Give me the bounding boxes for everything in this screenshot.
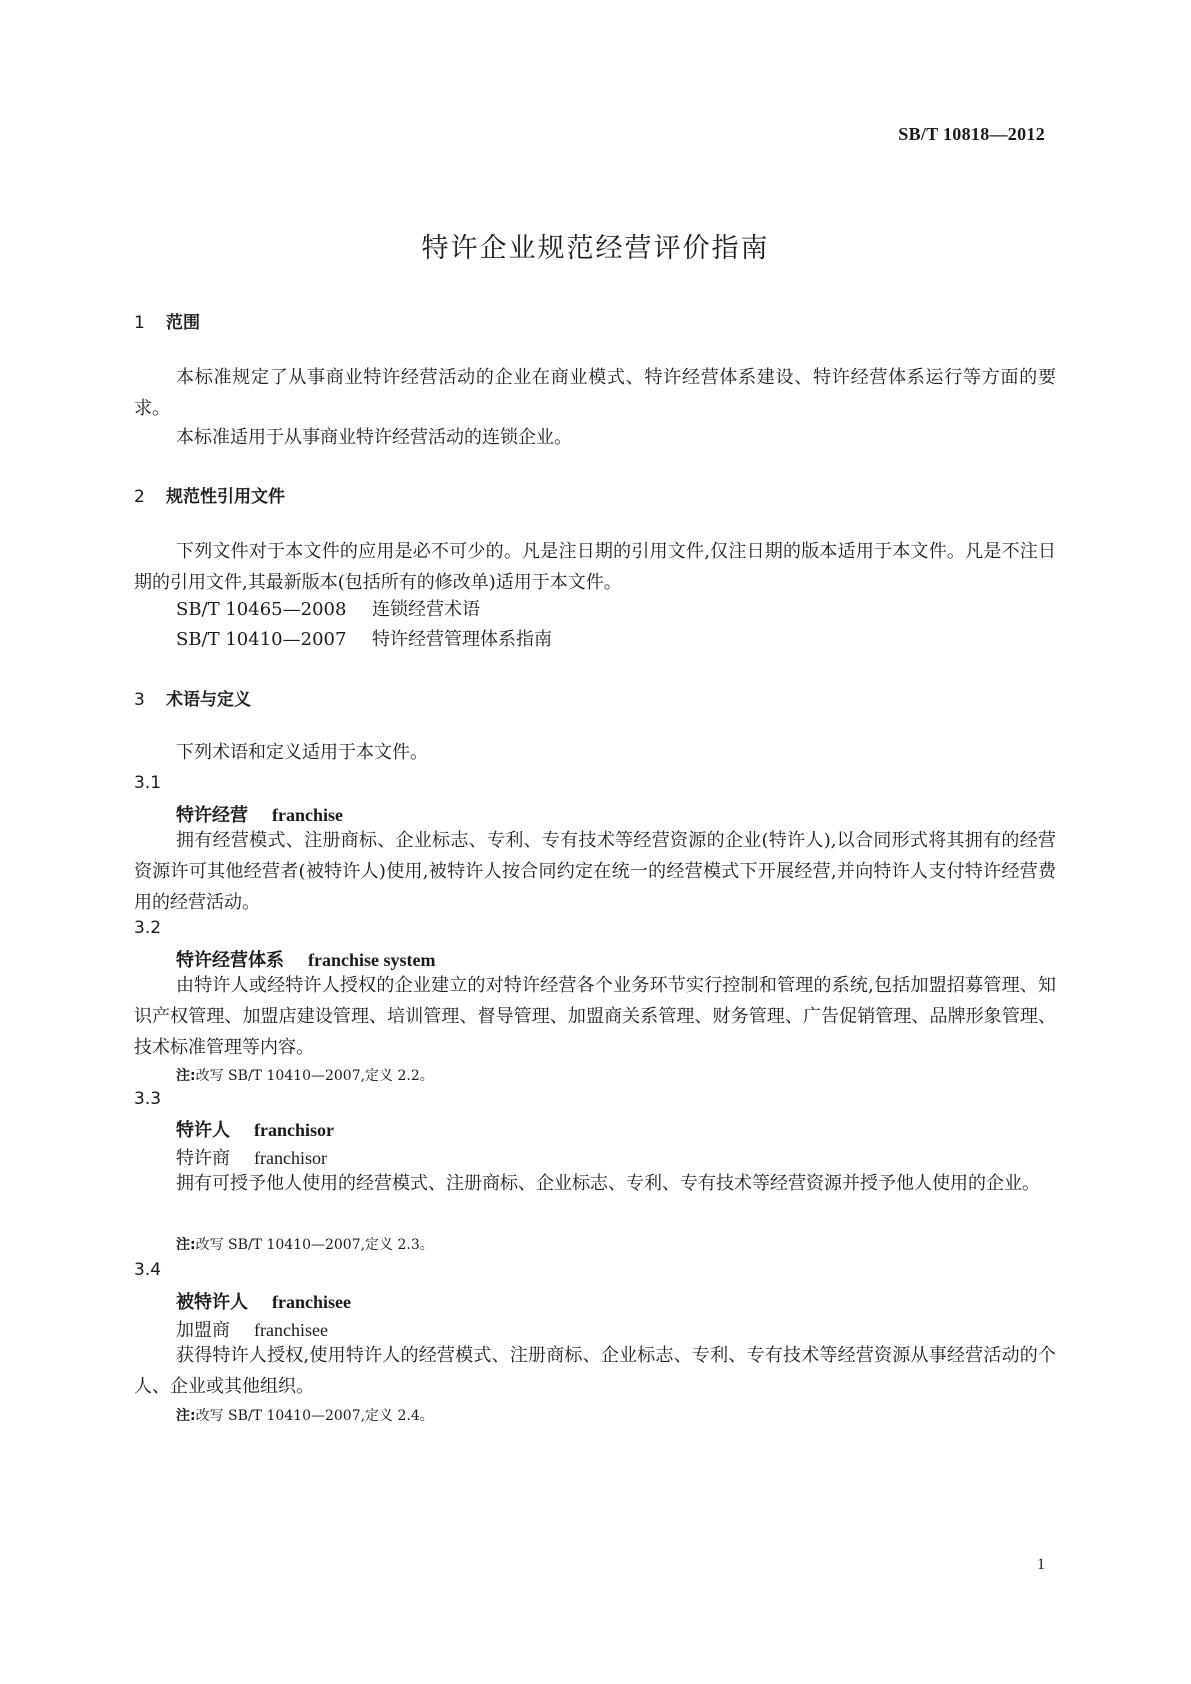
term-en: franchisor [254, 1120, 334, 1140]
reference-item [176, 624, 552, 655]
term-synonym [176, 1316, 328, 1342]
references-paragraph: 下列文件对于本文件的应用是必不可少的。凡是注日期的引用文件,仅注日期的版本适用于本文件。凡是不注日期的引用文件,其最新版本(包括所有的修改单)适用于本文件。 [134, 541, 1056, 593]
reference-code: SB/T 10465—2008 [176, 599, 347, 620]
term-zh: 特许人 [176, 1120, 230, 1141]
term-synonym [176, 1144, 327, 1170]
term-number: 3.2 [134, 918, 162, 938]
term-number: 3.4 [134, 1260, 162, 1280]
term-en: franchisee [272, 1292, 351, 1312]
section-number: 3 [134, 690, 145, 710]
term-heading [176, 946, 435, 972]
synonym-zh: 加盟商 [176, 1320, 230, 1341]
term-definition: 由特许人或经特许人授权的企业建立的对特许经营各个业务环节实行控制和管理的系统,包括加盟招募管理、知识产权管理、加盟店建设管理、培训管理、督导管理、加盟商关系管理、财务管理、广告促销管理、品牌形象管理、技术标准管理等内容。 [134, 975, 1056, 1058]
note-label: 注: [176, 1237, 196, 1253]
note-text: 改写 SB/T 10410—2007,定义 2.4。 [195, 1408, 434, 1424]
document-title: 特许企业规范经营评价指南 [421, 233, 770, 264]
note-text: 改写 SB/T 10410—2007,定义 2.2。 [195, 1068, 434, 1084]
scope-paragraph-1: 本标准规定了从事商业特许经营活动的企业在商业模式、特许经营体系建设、特许经营体系运行等方面的要求。 [134, 367, 1056, 419]
section-2-heading [134, 482, 285, 507]
section-3-heading [134, 685, 251, 710]
reference-item [176, 594, 480, 625]
term-definition: 拥有经营模式、注册商标、企业标志、专利、专有技术等经营资源的企业(特许人),以合同形式将其拥有的经营资源许可其他经营者(被特许人)使用,被特许人按合同约定在统一的经营模式下开展经营,并向特许人支付特许经营费用的经营活动。 [134, 830, 1056, 913]
section-title: 范围 [166, 313, 200, 333]
section-number: 1 [134, 313, 145, 333]
term-note [176, 1405, 434, 1425]
note-label: 注: [176, 1408, 196, 1424]
note-text: 改写 SB/T 10410—2007,定义 2.3。 [195, 1237, 434, 1253]
page-number: 1 [1037, 1556, 1045, 1573]
reference-code: SB/T 10410—2007 [176, 629, 347, 650]
section-title: 术语与定义 [166, 690, 251, 710]
synonym-zh: 特许商 [176, 1148, 230, 1169]
scope-paragraph-2: 本标准适用于从事商业特许经营活动的连锁企业。 [176, 427, 572, 448]
reference-title: 特许经营管理体系指南 [372, 629, 552, 650]
terms-intro: 下列术语和定义适用于本文件。 [176, 742, 428, 763]
section-1-heading [134, 308, 200, 333]
term-number: 3.1 [134, 773, 162, 793]
section-number: 2 [134, 487, 145, 507]
synonym-en: franchisor [254, 1148, 327, 1168]
reference-title: 连锁经营术语 [372, 599, 480, 620]
term-zh: 特许经营 [176, 805, 248, 826]
standard-code: SB/T 10818—2012 [898, 124, 1045, 144]
term-note [176, 1234, 434, 1254]
term-heading [176, 801, 343, 827]
note-label: 注: [176, 1068, 196, 1084]
term-note [176, 1065, 434, 1085]
term-zh: 被特许人 [176, 1292, 248, 1313]
term-heading [176, 1288, 351, 1314]
synonym-en: franchisee [254, 1320, 328, 1340]
section-title: 规范性引用文件 [166, 487, 285, 507]
term-en: franchise system [308, 950, 436, 970]
term-number: 3.3 [134, 1089, 162, 1109]
term-en: franchise [272, 805, 343, 825]
term-zh: 特许经营体系 [176, 950, 284, 971]
term-definition: 获得特许人授权,使用特许人的经营模式、注册商标、企业标志、专利、专有技术等经营资源从事经营活动的个人、企业或其他组织。 [134, 1345, 1056, 1397]
term-definition: 拥有可授予他人使用的经营模式、注册商标、企业标志、专利、专有技术等经营资源并授予他人使用的企业。 [176, 1173, 1040, 1194]
term-heading [176, 1116, 334, 1142]
